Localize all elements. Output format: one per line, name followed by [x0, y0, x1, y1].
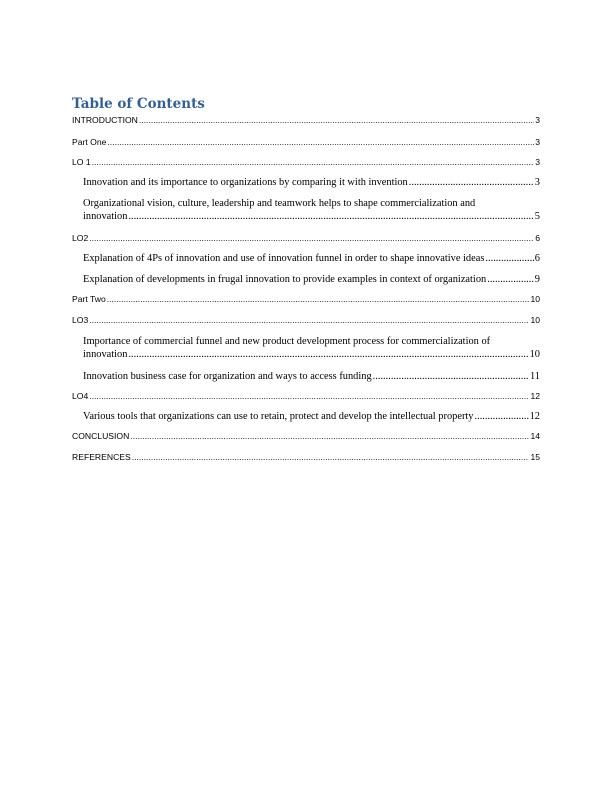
toc-page-number: 11 [529, 371, 540, 382]
toc-page-number: 15 [530, 452, 540, 462]
toc-entry-text: Part Two [72, 294, 106, 304]
toc-entry-references[interactable] [72, 452, 540, 463]
toc-page-number: 10 [530, 294, 540, 304]
toc-entry-text: Part One [72, 137, 107, 147]
toc-page-number: 3 [535, 137, 540, 147]
toc-page-number: 10 [530, 315, 540, 325]
toc-entry-text: LO3 [72, 315, 89, 325]
toc-entry-innovation-importance[interactable] [72, 176, 540, 189]
toc-entry-text: CONCLUSION [72, 431, 130, 441]
dot-leader [409, 176, 534, 189]
toc-entry-lo3[interactable] [72, 315, 540, 326]
toc-page-number: 3 [534, 177, 540, 188]
dot-leader [92, 157, 535, 168]
dot-leader [487, 273, 534, 286]
toc-entry-text: LO 1 [72, 157, 91, 167]
dot-leader [89, 315, 529, 326]
toc-entry-part-two[interactable] [72, 294, 540, 305]
dot-leader [130, 431, 529, 442]
toc-entry-business-case[interactable] [72, 370, 540, 383]
toc-entry-text-line1: Importance of commercial funnel and new product development process for commercialization of [83, 336, 491, 347]
toc-page-number: 9 [534, 274, 540, 285]
toc-entry-organizational-vision[interactable] [72, 197, 540, 223]
toc-page-number: 12 [530, 391, 540, 401]
dot-leader [89, 391, 529, 402]
toc-entry-text: Explanation of developments in frugal innovation to provide examples in context of organization [83, 274, 487, 285]
toc-page-number: 3 [535, 115, 540, 125]
toc-entry-part-one[interactable] [72, 137, 540, 148]
toc-page-number: 12 [529, 411, 540, 422]
dot-leader [107, 137, 534, 148]
toc-entry-text: LO2 [72, 233, 89, 243]
toc-entry-various-tools[interactable] [72, 410, 540, 423]
dot-leader [132, 452, 530, 463]
toc-entry-text-line1: Organizational vision, culture, leadership and teamwork helps to shape commercialization and [83, 198, 476, 209]
toc-entry-text: Explanation of 4Ps of innovation and use of innovation funnel in order to shape innovative ideas [83, 253, 485, 264]
dot-leader [373, 370, 529, 383]
dot-leader [128, 210, 533, 223]
toc-entry-lo4[interactable] [72, 391, 540, 402]
toc-page-number: 3 [535, 157, 540, 167]
toc-entry-4ps-innovation[interactable] [72, 252, 540, 265]
toc-entry-introduction[interactable] [72, 115, 540, 126]
toc-entry-text: REFERENCES [72, 452, 131, 462]
toc-entry-frugal-innovation[interactable] [72, 273, 540, 286]
dot-leader [89, 233, 534, 244]
toc-entry-text: LO4 [72, 391, 89, 401]
dot-leader [139, 115, 534, 126]
toc-entry-text: INTRODUCTION [72, 115, 138, 125]
toc-page-number: 6 [534, 253, 540, 264]
toc-page-number: 6 [535, 233, 540, 243]
toc-entry-text: innovation [83, 211, 128, 222]
toc-entry-commercial-funnel[interactable] [72, 335, 540, 361]
toc-entry-lo1[interactable] [72, 157, 540, 168]
dot-leader [128, 348, 528, 361]
toc-entry-text: Various tools that organizations can use to retain, protect and develop the intellectual property [83, 411, 474, 422]
dot-leader [485, 252, 533, 265]
dot-leader [107, 294, 530, 305]
toc-title: Table of Contents [72, 96, 205, 112]
toc-entry-text: Innovation and its importance to organizations by comparing it with invention [83, 177, 408, 188]
toc-entry-text: Innovation business case for organization and ways to access funding [83, 371, 372, 382]
toc-page-number: 10 [529, 349, 540, 360]
toc-entry-text: innovation [83, 349, 128, 360]
toc-entry-lo2[interactable] [72, 233, 540, 244]
dot-leader [475, 410, 529, 423]
toc-page-number: 5 [534, 211, 540, 222]
toc-entry-conclusion[interactable] [72, 431, 540, 442]
toc-page-number: 14 [530, 431, 540, 441]
